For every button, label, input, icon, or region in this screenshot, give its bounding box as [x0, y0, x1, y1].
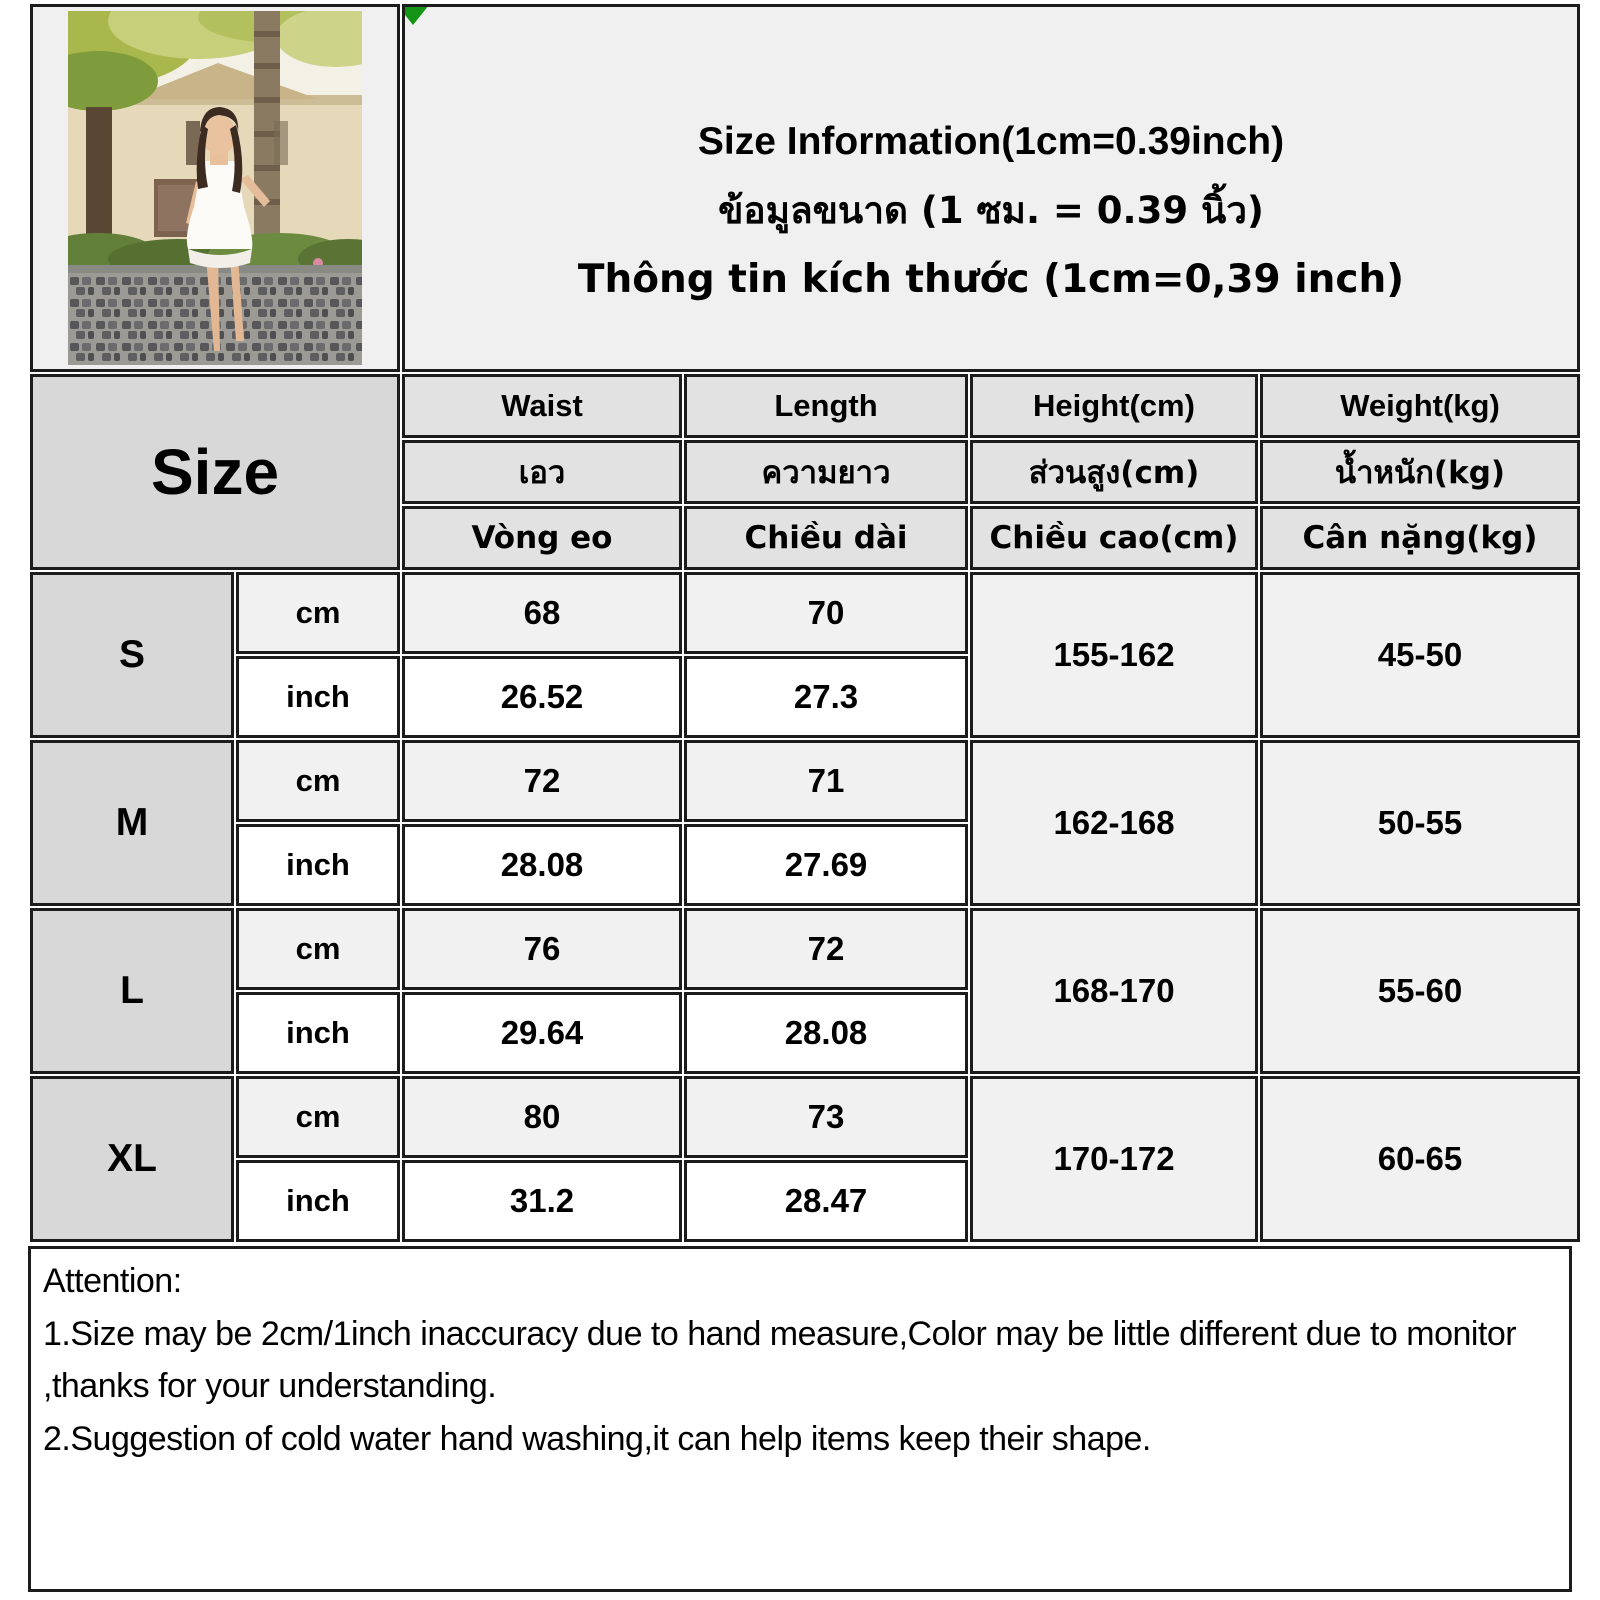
- length-header-vi: Chiều dài: [684, 506, 968, 570]
- xl-length-inch: 28.47: [684, 1160, 968, 1242]
- title-vietnamese: Thông tin kích thước (1cm=0,39 inch): [577, 257, 1405, 302]
- height-header-vi: Chiều cao(cm): [970, 506, 1258, 570]
- xl-weight: 60-65: [1260, 1076, 1580, 1242]
- l-length-inch: 28.08: [684, 992, 968, 1074]
- xl-waist-cm: 80: [402, 1076, 682, 1158]
- unit-cm: cm: [236, 740, 400, 822]
- unit-inch: inch: [236, 824, 400, 906]
- weight-header-th: น้ำหนัก(kg): [1260, 440, 1580, 504]
- unit-inch: inch: [236, 1160, 400, 1242]
- weight-header-en: Weight(kg): [1260, 374, 1580, 438]
- m-weight: 50-55: [1260, 740, 1580, 906]
- s-waist-cm: 68: [402, 572, 682, 654]
- table-row: [30, 908, 1580, 990]
- s-waist-inch: 26.52: [402, 656, 682, 738]
- table-row: [30, 740, 1580, 822]
- s-length-inch: 27.3: [684, 656, 968, 738]
- unit-cm: cm: [236, 572, 400, 654]
- m-length-cm: 71: [684, 740, 968, 822]
- weight-header-vi: Cân nặng(kg): [1260, 506, 1580, 570]
- unit-inch: inch: [236, 992, 400, 1074]
- s-length-cm: 70: [684, 572, 968, 654]
- l-length-cm: 72: [684, 908, 968, 990]
- product-photo: [68, 11, 362, 365]
- size-label-s: S: [30, 572, 234, 738]
- xl-waist-inch: 31.2: [402, 1160, 682, 1242]
- m-waist-cm: 72: [402, 740, 682, 822]
- unit-cm: cm: [236, 908, 400, 990]
- height-header-th: ส่วนสูง(cm): [970, 440, 1258, 504]
- table-row: [30, 572, 1580, 654]
- green-triangle-icon: [402, 5, 429, 25]
- length-header-th: ความยาว: [684, 440, 968, 504]
- m-waist-inch: 28.08: [402, 824, 682, 906]
- waist-header-en: Waist: [402, 374, 682, 438]
- title-thai: ข้อมูลขนาด (1 ซม. = 0.39 นิ้ว): [718, 189, 1264, 232]
- table-row: [30, 1076, 1580, 1158]
- height-header-en: Height(cm): [970, 374, 1258, 438]
- product-photo-illustration: [68, 11, 362, 365]
- attention-heading: Attention:: [43, 1262, 182, 1300]
- m-height: 162-168: [970, 740, 1258, 906]
- waist-header-th: เอว: [402, 440, 682, 504]
- l-height: 168-170: [970, 908, 1258, 1074]
- size-table: [28, 2, 1582, 1244]
- l-waist-cm: 76: [402, 908, 682, 990]
- length-header-en: Length: [684, 374, 968, 438]
- attention-note-2: 2.Suggestion of cold water hand washing,it can help items keep their shape.: [43, 1420, 1151, 1459]
- size-column-header: Size: [30, 374, 400, 570]
- size-label-m: M: [30, 740, 234, 906]
- attention-note-1: 1.Size may be 2cm/1inch inaccuracy due to hand measure,Color may be little different due to monitor ,thanks for your understanding.: [43, 1314, 1517, 1406]
- title-english: Size Information(1cm=0.39inch): [697, 120, 1285, 163]
- waist-header-vi: Vòng eo: [402, 506, 682, 570]
- attention-box: [28, 1246, 1572, 1592]
- m-length-inch: 27.69: [684, 824, 968, 906]
- s-weight: 45-50: [1260, 572, 1580, 738]
- photo-cell: [30, 4, 400, 372]
- title-cell: [402, 4, 1580, 372]
- xl-length-cm: 73: [684, 1076, 968, 1158]
- unit-cm: cm: [236, 1076, 400, 1158]
- size-label-xl: XL: [30, 1076, 234, 1242]
- xl-height: 170-172: [970, 1076, 1258, 1242]
- l-weight: 55-60: [1260, 908, 1580, 1074]
- l-waist-inch: 29.64: [402, 992, 682, 1074]
- s-height: 155-162: [970, 572, 1258, 738]
- unit-inch: inch: [236, 656, 400, 738]
- size-label-l: L: [30, 908, 234, 1074]
